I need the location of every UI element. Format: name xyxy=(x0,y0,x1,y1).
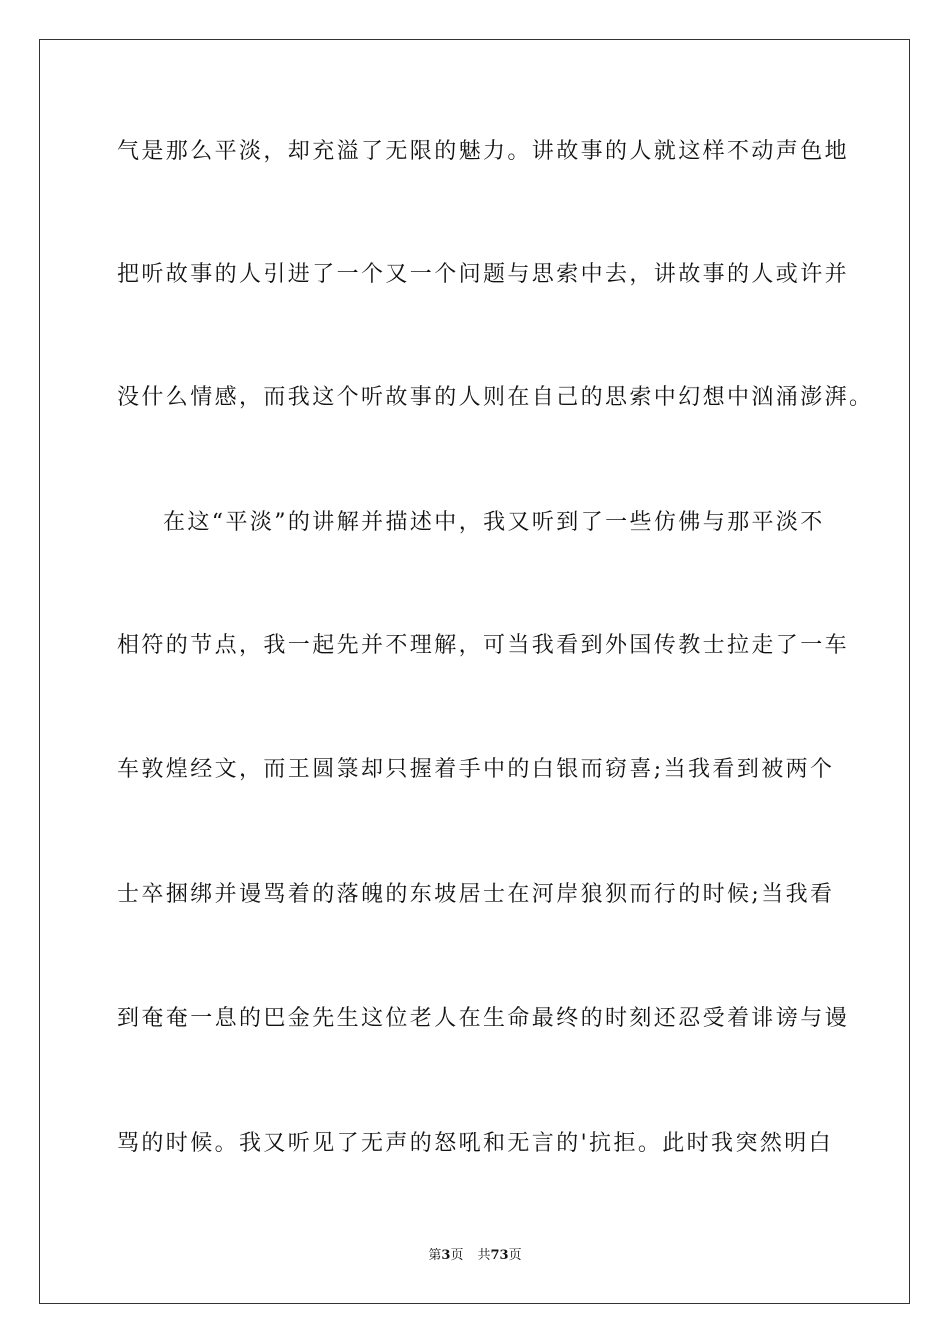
text-line-8: 到奄奄一息的巴金先生这位老人在生命最终的时刻还忍受着诽谤与谩 xyxy=(117,1006,850,1031)
total-suffix: 页 xyxy=(508,1248,522,1263)
page-border xyxy=(39,39,910,1304)
text-line-4: 在这“平淡”的讲解并描述中，我又听到了一些仿佛与那平淡不 xyxy=(163,510,825,535)
text-line-6: 车敦煌经文，而王圆箓却只握着手中的白银而窃喜;当我看到被两个 xyxy=(117,757,835,782)
text-line-1: 气是那么平淡，却充溢了无限的魅力。讲故事的人就这样不动声色地 xyxy=(117,139,850,164)
total-pages: 73 xyxy=(490,1248,509,1263)
total-prefix: 共 xyxy=(477,1248,491,1263)
page-prefix: 第 xyxy=(428,1248,442,1263)
page-footer xyxy=(0,1247,950,1265)
page-suffix: 页 xyxy=(450,1248,464,1263)
page-number: 3 xyxy=(441,1248,451,1263)
text-line-5: 相符的节点，我一起先并不理解，可当我看到外国传教士拉走了一车 xyxy=(117,633,850,658)
text-line-7: 士卒捆绑并谩骂着的落魄的东坡居士在河岸狼狈而行的时候;当我看 xyxy=(117,882,835,907)
text-line-3: 没什么情感，而我这个听故事的人则在自己的思索中幻想中汹涌澎湃。 xyxy=(117,385,874,410)
text-line-9: 骂的时候。我又听见了无声的怒吼和无言的'抗拒。此时我突然明白 xyxy=(117,1131,834,1156)
text-line-2: 把听故事的人引进了一个又一个问题与思索中去，讲故事的人或许并 xyxy=(117,262,850,287)
